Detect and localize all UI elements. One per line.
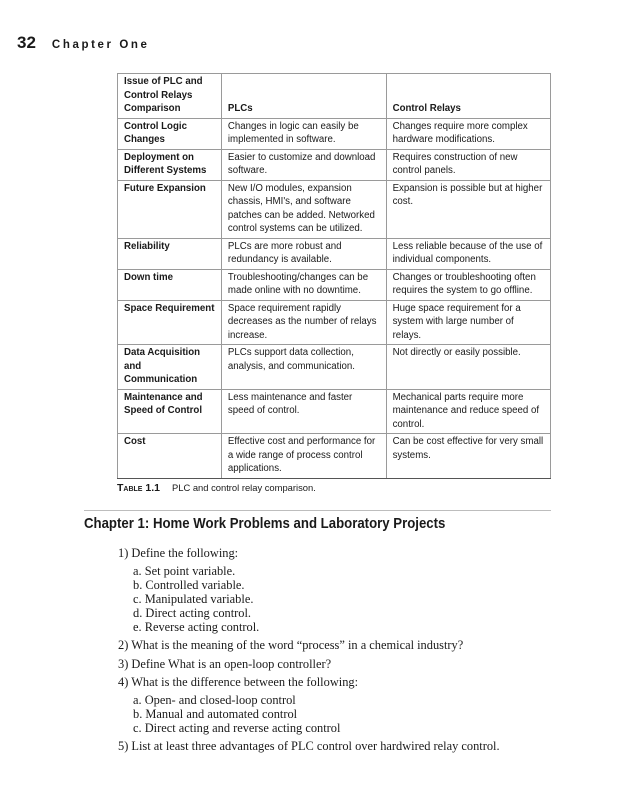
table-row xyxy=(118,238,551,269)
relays-cell: Changes or troubleshooting often requires the system to go offline. xyxy=(386,269,550,300)
chapter-label: Chapter One xyxy=(51,39,150,51)
relays-cell: Not directly or easily possible. xyxy=(386,345,550,390)
question-5: 5) List at least three advantages of PLC control over hardwired relay control. xyxy=(118,739,500,753)
issue-cell: Future Expansion xyxy=(118,180,222,238)
table-row xyxy=(118,149,551,180)
column-header-issue: Issue of PLC and Control Relays Comparison xyxy=(118,74,222,119)
issue-cell: Control Logic Changes xyxy=(118,118,222,149)
relays-cell: Huge space requirement for a system with large number of relays. xyxy=(386,300,550,345)
issue-cell: Deployment on Different Systems xyxy=(118,149,222,180)
issue-cell: Cost xyxy=(118,434,222,479)
list-item: b. Controlled variable. xyxy=(133,578,245,592)
table-caption-text: PLC and control relay comparison. xyxy=(171,482,316,493)
section-title: Chapter 1: Home Work Problems and Laboratory Projects xyxy=(84,515,446,532)
table-row xyxy=(118,434,551,479)
question-2: 2) What is the meaning of the word “process” in a chemical industry? xyxy=(118,638,464,652)
comparison-table xyxy=(117,73,551,479)
running-header xyxy=(17,33,150,53)
column-header-plcs: PLCs xyxy=(221,74,386,119)
issue-cell: Data Acquisition and Communication xyxy=(118,345,222,390)
issue-cell: Reliability xyxy=(118,238,222,269)
relays-cell: Mechanical parts require more maintenance and reduce speed of control. xyxy=(386,389,550,434)
table-row xyxy=(118,300,551,345)
list-item: c. Direct acting and reverse acting control xyxy=(133,721,341,735)
table-row xyxy=(118,118,551,149)
list-item: c. Manipulated variable. xyxy=(133,592,254,606)
column-header-relays: Control Relays xyxy=(386,74,550,119)
issue-cell: Space Requirement xyxy=(118,300,222,345)
issue-cell: Down time xyxy=(118,269,222,300)
question-1: 1) Define the following: xyxy=(118,546,239,560)
plcs-cell: PLCs are more robust and redundancy is available. xyxy=(221,238,386,269)
table-row xyxy=(118,345,551,390)
list-item: d. Direct acting control. xyxy=(133,606,252,620)
page-number: 32 xyxy=(17,33,36,52)
relays-cell: Requires construction of new control panels. xyxy=(386,149,550,180)
plcs-cell: Troubleshooting/changes can be made online with no downtime. xyxy=(221,269,386,300)
question-3: 3) Define What is an open-loop controller? xyxy=(118,657,332,671)
plcs-cell: Space requirement rapidly decreases as the number of relays increase. xyxy=(221,300,386,345)
issue-cell: Maintenance and Speed of Control xyxy=(118,389,222,434)
plcs-cell: Changes in logic can easily be implemented in software. xyxy=(221,118,386,149)
table-caption xyxy=(117,478,551,494)
table-header-row xyxy=(118,74,551,119)
section-divider xyxy=(84,510,551,511)
plcs-cell: New I/O modules, expansion chassis, HMI's, and software patches can be added. Networked control systems can be utilized. xyxy=(221,180,386,238)
list-item: a. Open- and closed-loop control xyxy=(133,693,296,707)
list-item: a. Set point variable. xyxy=(133,564,236,578)
relays-cell: Can be cost effective for very small systems. xyxy=(386,434,550,479)
list-item: e. Reverse acting control. xyxy=(133,620,260,634)
table-row xyxy=(118,180,551,238)
list-item: b. Manual and automated control xyxy=(133,707,298,721)
plcs-cell: Effective cost and performance for a wide range of process control applications. xyxy=(221,434,386,479)
table-row xyxy=(118,389,551,434)
relays-cell: Changes require more complex hardware modifications. xyxy=(386,118,550,149)
table-row xyxy=(118,269,551,300)
relays-cell: Less reliable because of the use of individual components. xyxy=(386,238,550,269)
plcs-cell: PLCs support data collection, analysis, and communication. xyxy=(221,345,386,390)
relays-cell: Expansion is possible but at higher cost. xyxy=(386,180,550,238)
plcs-cell: Less maintenance and faster speed of control. xyxy=(221,389,386,434)
plcs-cell: Easier to customize and download software. xyxy=(221,149,386,180)
table-caption-label: Table 1.1 xyxy=(117,482,160,494)
question-4: 4) What is the difference between the following: xyxy=(118,675,359,689)
